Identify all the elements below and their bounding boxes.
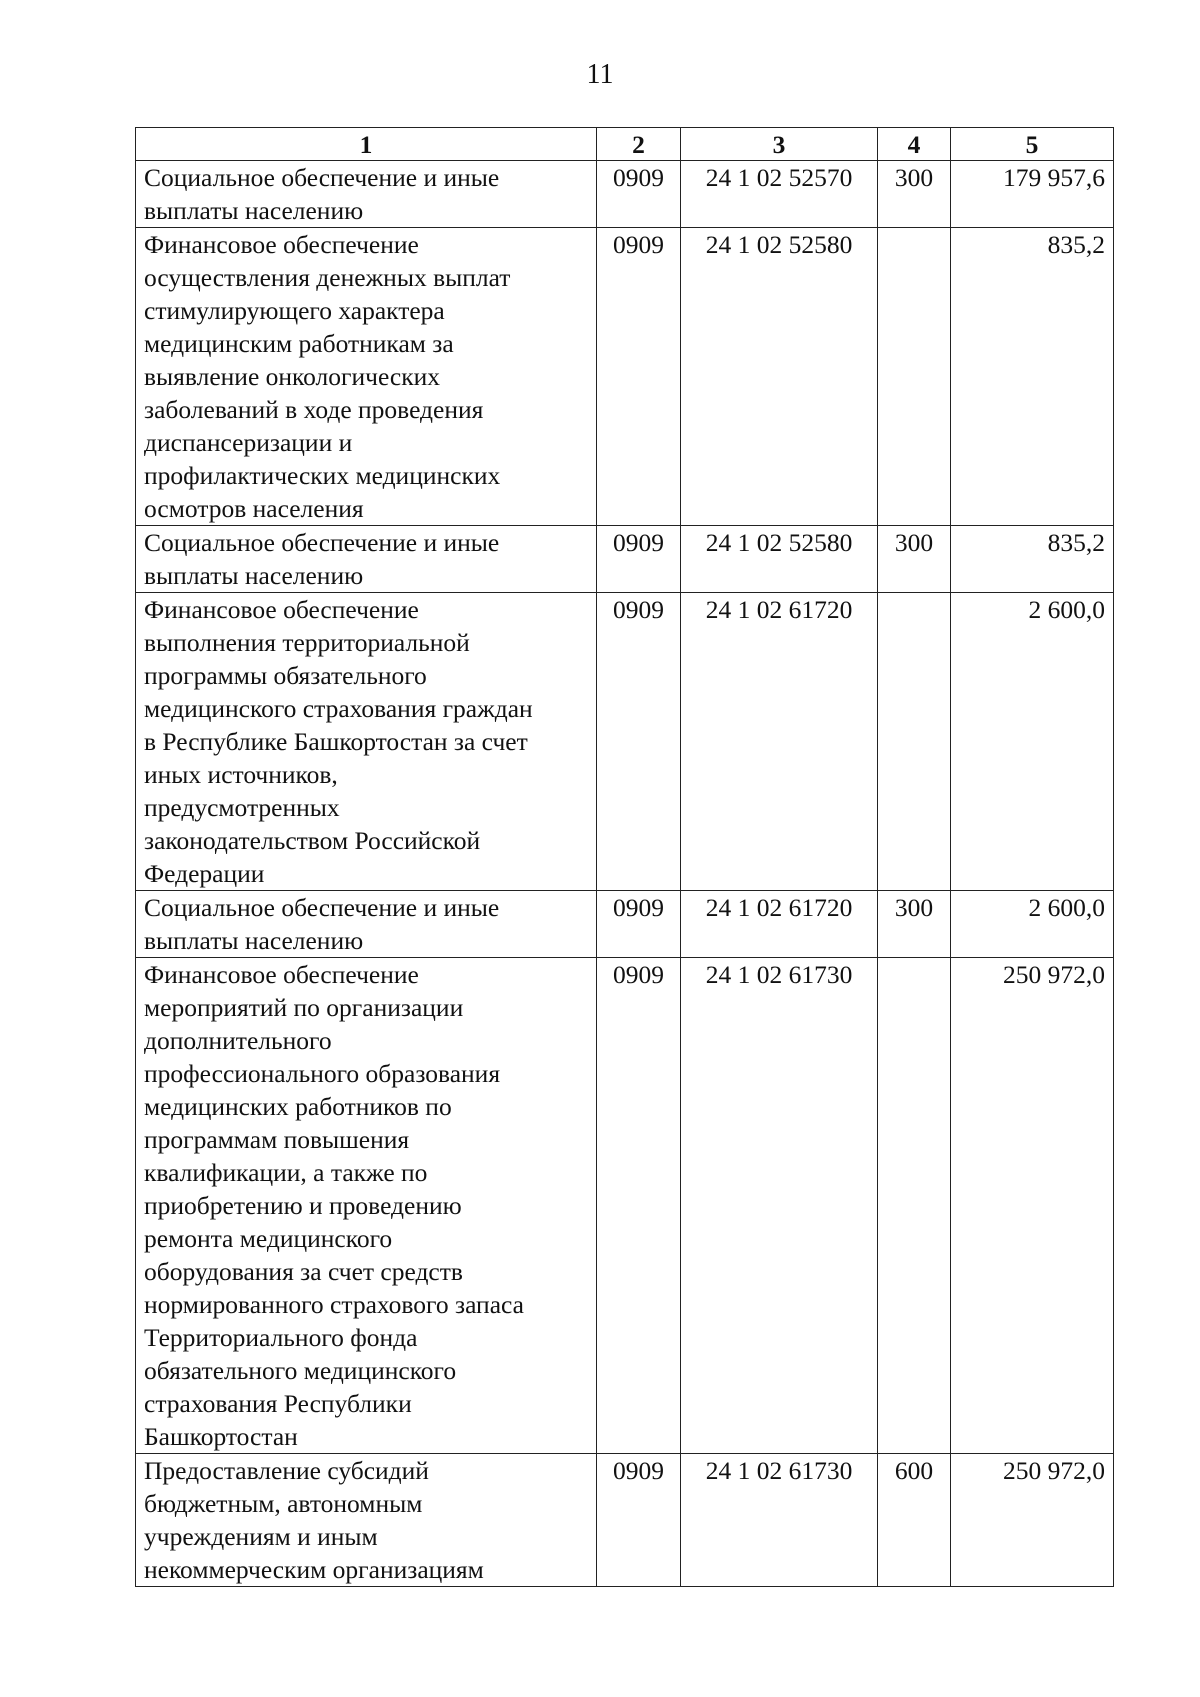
row-target: 24 1 02 61720 — [681, 891, 878, 958]
column-header-type: 4 — [878, 128, 951, 161]
row-type: 300 — [878, 161, 951, 228]
row-name: Социальное обеспечение и иные выплаты населению — [136, 161, 597, 228]
row-target: 24 1 02 52570 — [681, 161, 878, 228]
row-target: 24 1 02 61730 — [681, 958, 878, 1454]
row-type — [878, 228, 951, 526]
row-type — [878, 593, 951, 891]
row-section: 0909 — [597, 958, 681, 1454]
row-section: 0909 — [597, 161, 681, 228]
row-target: 24 1 02 61720 — [681, 593, 878, 891]
table-header-row — [136, 128, 1114, 161]
row-name: Финансовое обеспечение осуществления денежных выплат стимулирующего характера медицинским работникам за выявление онкологических заболеваний в ходе проведения диспансеризации и профилактических медицинских осмотров населения — [136, 228, 597, 526]
row-type: 300 — [878, 526, 951, 593]
row-name: Финансовое обеспечение выполнения территориальной программы обязательного медицинского страхования граждан в Республике Башкортостан за счет иных источников, предусмотренных законодательством Российской Федерации — [136, 593, 597, 891]
row-section: 0909 — [597, 526, 681, 593]
table-row — [136, 958, 1114, 1454]
row-type: 600 — [878, 1454, 951, 1587]
table-row — [136, 1454, 1114, 1587]
row-section: 0909 — [597, 593, 681, 891]
column-header-target: 3 — [681, 128, 878, 161]
page-number: 11 — [586, 59, 614, 90]
budget-table — [135, 127, 1114, 1587]
row-section: 0909 — [597, 1454, 681, 1587]
column-header-amount: 5 — [951, 128, 1114, 161]
row-amount: 179 957,6 — [951, 161, 1114, 228]
table-row — [136, 891, 1114, 958]
row-type: 300 — [878, 891, 951, 958]
row-amount: 250 972,0 — [951, 1454, 1114, 1587]
row-amount: 250 972,0 — [951, 958, 1114, 1454]
row-amount: 2 600,0 — [951, 891, 1114, 958]
table-row — [136, 593, 1114, 891]
row-name: Финансовое обеспечение мероприятий по организации дополнительного профессионального образования медицинских работников по программам повышения квалификации, а также по приобретению и проведению ремонта медицинского оборудования за счет средств нормированного страхового запаса Территориального фонда обязательного медицинского страхования Республики Башкортостан — [136, 958, 597, 1454]
column-header-section: 2 — [597, 128, 681, 161]
table-row — [136, 228, 1114, 526]
row-amount: 2 600,0 — [951, 593, 1114, 891]
row-section: 0909 — [597, 891, 681, 958]
row-type — [878, 958, 951, 1454]
row-target: 24 1 02 52580 — [681, 526, 878, 593]
row-amount: 835,2 — [951, 526, 1114, 593]
row-target: 24 1 02 61730 — [681, 1454, 878, 1587]
row-amount: 835,2 — [951, 228, 1114, 526]
column-header-name: 1 — [136, 128, 597, 161]
row-name: Социальное обеспечение и иные выплаты населению — [136, 891, 597, 958]
row-target: 24 1 02 52580 — [681, 228, 878, 526]
row-name: Предоставление субсидий бюджетным, автономным учреждениям и иным некоммерческим организациям — [136, 1454, 597, 1587]
table-row — [136, 526, 1114, 593]
table-row — [136, 161, 1114, 228]
row-section: 0909 — [597, 228, 681, 526]
row-name: Социальное обеспечение и иные выплаты населению — [136, 526, 597, 593]
